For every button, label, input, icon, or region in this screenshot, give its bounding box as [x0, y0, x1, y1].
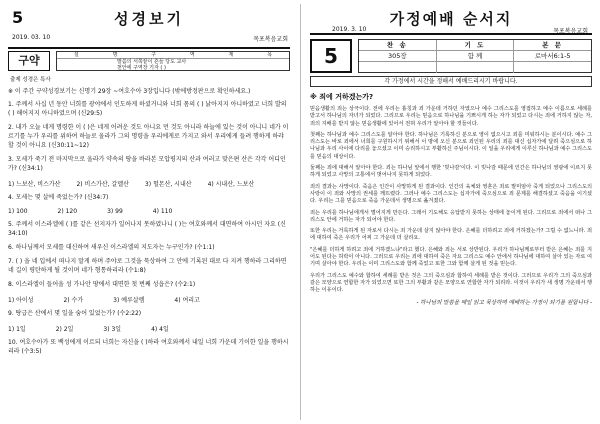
worship-order-values [359, 51, 591, 62]
answer-option[interactable]: 4) 110 [152, 208, 173, 215]
worship-order-blank [359, 62, 591, 73]
blank-cell [514, 62, 591, 73]
class-info-header-cell: 명 [112, 52, 118, 58]
question-10: 10. 여호수아가 또 백성에게 이르되 너희는 자신을 ( )하라 여호와께서 내일 너희 가운데 기이한 일을 행하시리라 (수3:5) [8, 339, 289, 355]
quiz-title: 성경보기 [114, 10, 184, 28]
quiz-church: 목포복음교회 [253, 36, 288, 43]
worship-order [310, 39, 592, 73]
testament-label: 구약 [8, 51, 50, 71]
answer-option[interactable]: 2) 비스가산, 갈멜산 [76, 181, 129, 188]
header-rule [310, 33, 592, 35]
question-3: 3. 모세가 죽기 전 마지막으로 올라가 약속의 땅을 바라본 모압평지의 산과 여러고 맞은편 산은 각각 어디인가? (신34:1) [8, 156, 286, 172]
class-info-header-cell: 제 [228, 52, 234, 58]
answer-option[interactable]: 1) 100 [8, 208, 28, 215]
column-divider [300, 4, 301, 420]
sermon-paragraph: 믿음생활의 죄는 상극이다. 전에 우리는 흉칭과 죄 가운데 거하던 자였으나 예수 그리스도를 영접하고 예수 이름으로 세례를 받고서 하나님의 자녀가 되었다. 그리므로 우리는 믿음으로 하나님을 기쁘시게 하는 자가 되었고 다시는 죄에 거하지 않는 자, 죄의 지배를 받지 않는 믿음생활에 있어서 전혀 우리가 알아야 할 것들이다. [310, 106, 592, 127]
quiz-infobar [8, 51, 290, 73]
order-header-cell: 찬 송 [359, 40, 437, 50]
class-info-header-cell: 구 [151, 52, 157, 58]
worship-number: 5 [310, 39, 352, 73]
family-worship-column [304, 0, 600, 424]
blank-cell [359, 62, 437, 73]
class-info-header [57, 52, 289, 59]
class-info-rows [57, 59, 289, 71]
header-rule [8, 47, 290, 49]
scripture-reference: 로마서6:1-5 [534, 52, 571, 60]
answer-option[interactable]: 2) 수가 [63, 297, 84, 304]
answer-option[interactable]: 1) 아이성 [8, 297, 34, 304]
answer-option[interactable]: 3) 예루살렘 [113, 297, 145, 304]
answer-option[interactable]: 3) 헐몬산, 시내산 [144, 181, 192, 188]
bible-quiz-column [0, 0, 298, 424]
class-info-row: 천안에 구역장 기자 ( ) [117, 65, 166, 71]
question-1: 1. 주께서 사십 년 동안 너희를 광야에서 인도하게 하셨거니와 너희 몸의 ( ) 낡아지지 아니하였고 너희 발의 ( ) 해어지지 아니하였으며 (신29:5) [8, 101, 287, 117]
answer-option[interactable]: 3) 99 [107, 208, 123, 215]
worship-banner: 각 가정에서 시간을 정해서 예배드리시기 바랍니다. [310, 76, 592, 87]
order-header-cell: 기 도 [437, 40, 515, 50]
sermon-paragraph: 죄의 결과는 사망이다. 죽음은 인간이 사망하게 된 결과이다. 인간의 육체와 영혼은 죄로 말미암아 죽게 되었으나 그리스도의 사랑이 이 죄와 사망의 권세를 깨뜨렸다. 그러나 예수 그리스도는 십자가에 죽으심으로 죄 문제를 해결하셨고 죽음을 이기셨다. 우리는 그를 믿음으로 죽음 가운데서 생명으로 옮겨졌다. [310, 183, 592, 205]
order-header-cell: 본 문 [542, 41, 564, 49]
question-7: 7. ( ) 을 네 입에서 떠나지 말게 하며 주야로 그것을 묵상하여 그 안에 기록된 대로 다 지켜 행하라 그리하면 네 길이 평탄하게 될 것이며 네가 형통하리라 (수1:8) [8, 258, 287, 274]
sermon-paragraph: "은혜를 더하게 하려고 죄에 거하겠느냐"라고 했다. 은혜와 죄는 서로 상반된다. 우리가 하나님께로부터 받은 은혜는 죄를 지어도 된다는 허락이 아니다. 그러므로 우리는 죄에 대하여 죽은 자요 그리스도 예수 안에서 하나님에 대하여 살아 있는 자로 여기며 살아야 한다. 우리는 이미 그리스도와 함께 죽었고 또한 그와 함께 살게 된 것을 믿는다. [310, 246, 592, 268]
question-2: 2. 내가 오늘 네게 명령한 이 ( )은 네게 어려운 것도 아니요 먼 것도 아니라 하늘에 있는 것이 아니니 네가 이르기를 누가 우리를 위하여 하늘로 올라가 그의 명령을 우리에게로 가지고 와서 우리에게 들려 행하게 하랴 할 것이 아니요 (신30:11~12) [8, 124, 289, 149]
worship-date: 2019. 3. 10 [332, 26, 367, 33]
sermon-paragraph: 우리가 그리스도 예수와 합하여 세례를 받은 것은 그의 죽으심과 합하여 세례를 받은 것이다. 그러므로 우리가 그의 죽으심과 같은 모양으로 연합한 자가 되었으면 또한 그의 부활과 같은 모양으로 연합한 자가 되리라. 이것이 우리가 새 생명 가운데서 행하는 이유이다. [310, 272, 592, 294]
question-4-options [8, 208, 290, 215]
question-6: 6. 하나님께서 모세를 대신하여 새우신 이스라엘의 지도자는 누구인가? (수1:1) [8, 244, 215, 251]
answer-option[interactable]: 4) 시내산, 느보산 [207, 181, 255, 188]
hymn-number: 305장 [359, 51, 437, 61]
question-3-options [8, 179, 290, 188]
worship-title: 가정예배 순서지 [389, 10, 513, 28]
sermon-paragraph: 첫째는 하나님과 예수 그리스도를 알아야 한다. 하나님은 기록하신 분으로 영이 없으시고 죄를 미워하시는 분이시다. 예수 그리스도는 바로 죄에서 너희를 구원하시기 위해서 이 땅에 오신 분으로 죄인된 우리의 죄를 대신 십자가에 달려 죽으심으로 하나님과 우리 사이에 다리를 놓으셨고 이미 승리하시고 부활하신 주님이시다. 이 일을 우리에게 이루신 하나님과 예수 그리스도를 믿음의 대상이다. [310, 131, 592, 160]
question-8-options [8, 295, 290, 304]
worship-footer: - 하나님의 말씀을 매일 읽고 묵상하며 예배하는 가정이 되기를 원합니다 - [416, 299, 592, 306]
class-info-header-cell: 역 [189, 52, 195, 58]
worship-order-header [359, 40, 591, 51]
question-5: 5. 주께서 이스라엘에 ( )를 같은 선지자가 일어나지 못하였나니 ( )는 여호와께서 대면하여 아시던 자요 (신34:10) [8, 221, 286, 237]
worship-church: 목포복음교회 [553, 28, 588, 35]
answer-option[interactable]: 4) 여리고 [174, 297, 200, 304]
answer-option[interactable]: 2) 2일 [55, 326, 74, 333]
sermon-paragraph: 둘째는 죄에 대해서 알아야 한다. 죄는 하나님 앞에서 행한 '빗나감'이다. 이 빗나감 때문에 인간은 하나님의 영광에 이르지 못하게 되었고 사망의 고통에서 벗어나지 못하게 되었다. [310, 165, 592, 179]
quiz-number: 5 [12, 8, 24, 27]
quiz-header [8, 6, 290, 46]
question-4: 4. 모세는 몇 살에 죽었는가? (신34:7) [8, 194, 109, 201]
quiz-date: 2019. 03. 10 [12, 34, 51, 41]
answer-option[interactable]: 1) 느보산, 비스가산 [8, 181, 61, 188]
question-9-options [8, 324, 290, 333]
class-info-header-cell: 목 [267, 52, 273, 58]
answer-option[interactable]: 3) 3일 [103, 326, 122, 333]
prayer-value: 함 께 [437, 51, 515, 61]
answer-option[interactable]: 1) 1일 [8, 326, 26, 333]
class-info-header-cell: 설 [73, 52, 79, 58]
quiz-note: 출제 성경은 특사 [10, 77, 51, 83]
worship-header [310, 6, 592, 35]
quiz-instruction: ※ 이 주간 구약성경보기는 신명기 29장 ~여호수아 3장입니다 (밖에방정판으로 확인하세요.) [8, 88, 251, 95]
question-9: 9. 탕급은 산에서 몇 일을 숨어 있었는가? (수2:22) [8, 310, 142, 317]
worship-order-table [358, 39, 592, 73]
question-8: 8. 이스라엘이 들어올 성 가나안 땅에서 대면한 첫 번째 성읍은? (수2:1) [8, 281, 196, 288]
blank-cell [437, 62, 515, 73]
class-info-row: 말씀의 서쪽끝이 흔들 당도 교사 [117, 59, 187, 65]
class-info-table [56, 51, 290, 71]
answer-option[interactable]: 4) 4일 [151, 326, 169, 333]
sermon-title: ※ 죄에 거하겠는가? [310, 93, 374, 101]
sermon-paragraph: 죄는 우리를 하나님에게서 멀어지게 만든다. 그래서 기도해도 응답받지 못하는 상태에 놓이게 된다. 그리므로 죄에서 떠나 그리스도 안에 거하는 자가 되어야 한다. [310, 209, 592, 223]
sermon-paragraph: 또한 우리는 거룩하게 된 자로서 다시는 죄 가운데 살지 않아야 한다. 은혜를 더하려고 죄에 거하겠는가? 그럴 수 없느니라. 죄에 대하여 죽은 우리가 어찌 그 가운데 더 살리요. [310, 228, 592, 242]
answer-option[interactable]: 2) 120 [57, 208, 78, 215]
